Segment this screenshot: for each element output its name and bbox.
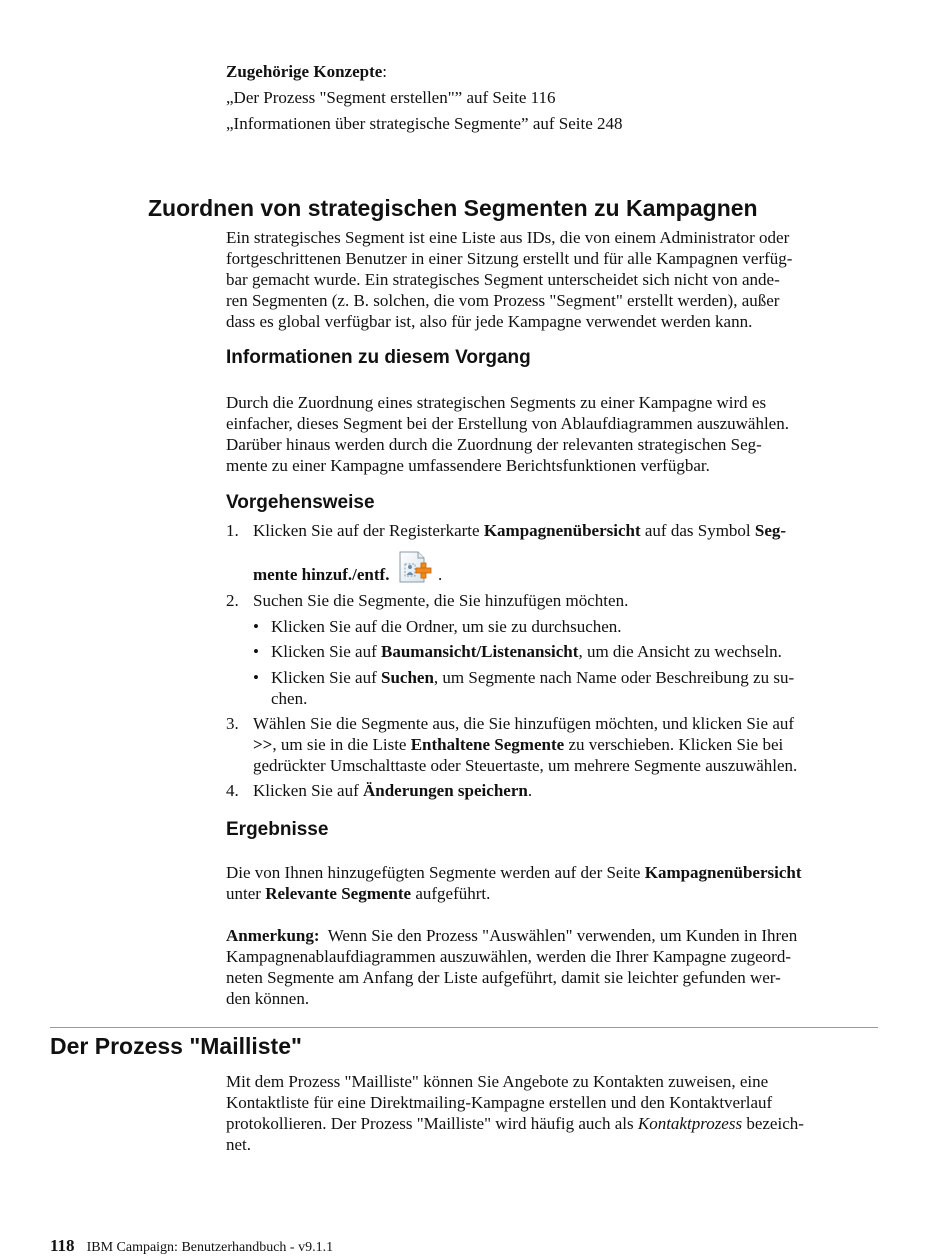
- step-2-bullet-3: • Klicken Sie auf Suchen, um Segmente nach Name oder Beschreibung zu su- chen.: [253, 668, 795, 708]
- section-divider: [50, 1027, 878, 1028]
- note-label: Anmerkung:: [226, 926, 320, 945]
- section2-intro: Mit dem Prozess "Mailliste" können Sie Angebote zu Kontakten zuweisen, eine Kontaktliste für eine Direktmailing-Kampagne erstellen und den Kontaktverlauf protokollieren. Der Prozess "Mailliste" wird häufig auch als Kontaktprozess bezeich- net.: [226, 1072, 804, 1154]
- tab-campaign-summary-ref: Kampagnenübersicht: [483, 521, 641, 540]
- book-title: IBM Campaign: Benutzerhandbuch - v9.1.1: [86, 1240, 334, 1255]
- step-1: 1. Klicken Sie auf der Registerkarte Kampagnenübersicht auf das Symbol Seg- mente hinzuf./entf. .: [226, 521, 787, 584]
- page-footer: [50, 1237, 333, 1257]
- related-concepts-heading: Zugehörige Konzepte: [226, 62, 383, 81]
- related-link-strategic-segments[interactable]: „Informationen über strategische Segmente” auf Seite 248: [226, 114, 623, 133]
- note: Anmerkung: Wenn Sie den Prozess "Auswählen" verwenden, um Kunden in Ihren Kampagnenablaufdiagrammen auszuwählen, werden die Ihrer Kampagne zugeord- neten Segmente am Anfang der Liste aufgeführt, damit sie leichter gefunden wer- den können.: [226, 926, 798, 1008]
- results-text: Die von Ihnen hinzugefügten Segmente werden auf der Seite Kampagnenübersicht unter Relevante Segmente aufgeführt.: [226, 863, 802, 903]
- procedure-heading: Vorgehensweise: [226, 492, 375, 513]
- step-2: 2. Suchen Sie die Segmente, die Sie hinzufügen möchten.: [226, 591, 629, 610]
- step-2-bullet-1: • Klicken Sie auf die Ordner, um sie zu durchsuchen.: [253, 617, 622, 636]
- section-title-assign-segments: Zuordnen von strategischen Segmenten zu Kampagnen: [148, 195, 758, 221]
- related-concepts: Zugehörige Konzepte: „Der Prozess "Segment erstellen"” auf Seite 116 „Informationen über strategische Segmente” auf Seite 248: [226, 61, 878, 134]
- results-heading: Ergebnisse: [226, 819, 329, 840]
- step-2-bullet-2: • Klicken Sie auf Baumansicht/Listenansicht, um die Ansicht zu wechseln.: [253, 642, 782, 661]
- step-3: 3. Wählen Sie die Segmente aus, die Sie hinzufügen möchten, und klicken Sie auf >>, um sie in die Liste Enthaltene Segmente zu verschieben. Klicken Sie bei gedrückter Umschalttaste oder Steuertaste, um mehrere Segmente auszuwählen.: [226, 714, 798, 775]
- related-link-segment-process[interactable]: „Der Prozess "Segment erstellen"” auf Seite 116: [226, 88, 556, 107]
- section-title-mailliste: Der Prozess "Mailliste": [50, 1033, 302, 1059]
- page-number: 118: [50, 1236, 75, 1255]
- about-task-heading: Informationen zu diesem Vorgang: [226, 347, 531, 368]
- about-task-text: Durch die Zuordnung eines strategischen Segments zu einer Kampagne wird es einfacher, dieses Segment bei der Erstellung von Ablaufdiagrammen auszuwählen. Darüber hinaus werden durch die Zuordnung der relevanten strategischen Seg- mente zu einer Kampagne umfassendere Berichtsfunktionen verfügbar.: [226, 393, 789, 475]
- step-4: 4. Klicken Sie auf Änderungen speichern.: [226, 781, 533, 800]
- add-remove-segments-icon: [396, 550, 434, 584]
- section1-intro: Ein strategisches Segment ist eine Liste aus IDs, die von einem Administrator oder fortgeschrittenen Benutzer in einer Sitzung erstellt und für alle Kampagnen verfüg- bar gemacht wurde. Ein strategisches Segment unterscheidet sich nicht von ande- ren Segmenten (z. B. solchen, die vom Prozess "Segment" erstellt werden), außer dass es global verfügbar ist, also für jede Kampagne verwendet werden kann.: [226, 228, 793, 331]
